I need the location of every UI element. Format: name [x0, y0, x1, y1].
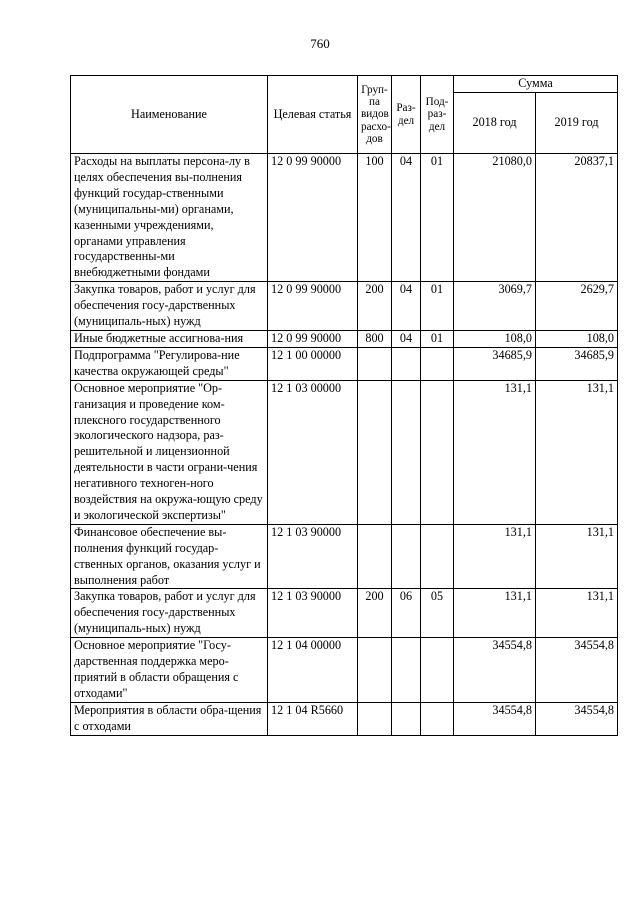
cell-name: Основное мероприятие "Ор-ганизация и проведение ком-плексного государственного экологического надзора, раз-решительной и лицензионной деятельности в части ограни-чения негативного техноген-ного воздействия на окружа-ющую среду и экологической экспертизы"	[71, 380, 268, 524]
cell-target: 12 1 03 00000	[268, 380, 358, 524]
page-number: 760	[310, 36, 330, 51]
cell-section: 06	[392, 589, 421, 638]
cell-section	[392, 638, 421, 703]
cell-name: Расходы на выплаты персона-лу в целях обеспечения вы-полнения функций государ-ственными (муниципальны-ми) органами, казенными учреждениями, органами управления государственны-ми внебюджетными фондами	[71, 154, 268, 282]
cell-group: 200	[358, 282, 392, 331]
cell-2019: 34554,8	[536, 638, 618, 703]
cell-subsection	[421, 347, 454, 380]
cell-name: Финансовое обеспечение вы-полнения функций государ-ственных органов, оказания услуг и выполнения работ	[71, 524, 268, 589]
header-name: Наименование	[71, 76, 268, 154]
cell-section	[392, 524, 421, 589]
cell-2019: 131,1	[536, 380, 618, 524]
cell-section: 04	[392, 282, 421, 331]
cell-name: Закупка товаров, работ и услуг для обеспечения госу-дарственных (муниципаль-ных) нужд	[71, 282, 268, 331]
header-target: Целевая статья	[268, 76, 358, 154]
cell-subsection	[421, 380, 454, 524]
cell-group: 200	[358, 589, 392, 638]
table-row	[71, 154, 618, 282]
cell-subsection: 01	[421, 330, 454, 347]
cell-target: 12 1 00 00000	[268, 347, 358, 380]
cell-target: 12 0 99 90000	[268, 330, 358, 347]
cell-section	[392, 702, 421, 735]
cell-group	[358, 702, 392, 735]
cell-2019: 131,1	[536, 524, 618, 589]
cell-group: 100	[358, 154, 392, 282]
table-row	[71, 638, 618, 703]
cell-target: 12 1 04 00000	[268, 638, 358, 703]
cell-subsection	[421, 524, 454, 589]
cell-2018: 131,1	[454, 380, 536, 524]
cell-group	[358, 347, 392, 380]
cell-name: Мероприятия в области обра-щения с отходами	[71, 702, 268, 735]
table-body	[71, 154, 618, 736]
cell-2019: 131,1	[536, 589, 618, 638]
cell-name: Основное мероприятие "Госу-дарственная поддержка меро-приятий в области обращения с отходами"	[71, 638, 268, 703]
cell-2018: 3069,7	[454, 282, 536, 331]
cell-2018: 21080,0	[454, 154, 536, 282]
cell-target: 12 1 04 R5660	[268, 702, 358, 735]
cell-2019: 20837,1	[536, 154, 618, 282]
cell-target: 12 0 99 90000	[268, 154, 358, 282]
cell-group	[358, 638, 392, 703]
cell-section: 04	[392, 330, 421, 347]
table-row	[71, 380, 618, 524]
cell-2019: 108,0	[536, 330, 618, 347]
cell-2018: 34554,8	[454, 702, 536, 735]
cell-subsection	[421, 638, 454, 703]
cell-name: Закупка товаров, работ и услуг для обеспечения госу-дарственных (муниципаль-ных) нужд	[71, 589, 268, 638]
cell-2019: 2629,7	[536, 282, 618, 331]
cell-section: 04	[392, 154, 421, 282]
header-subsection: Под-раз-дел	[421, 76, 454, 154]
cell-group: 800	[358, 330, 392, 347]
cell-target: 12 1 03 90000	[268, 524, 358, 589]
cell-target: 12 0 99 90000	[268, 282, 358, 331]
cell-2019: 34685,9	[536, 347, 618, 380]
table-row	[71, 347, 618, 380]
cell-group	[358, 380, 392, 524]
cell-section	[392, 380, 421, 524]
cell-subsection: 05	[421, 589, 454, 638]
cell-2018: 131,1	[454, 589, 536, 638]
cell-2018: 34685,9	[454, 347, 536, 380]
table-row	[71, 589, 618, 638]
cell-name: Иные бюджетные ассигнова-ния	[71, 330, 268, 347]
header-year-2019: 2019 год	[536, 93, 618, 154]
cell-group	[358, 524, 392, 589]
header-row-top	[71, 76, 618, 93]
cell-2018: 131,1	[454, 524, 536, 589]
table-row	[71, 524, 618, 589]
cell-subsection: 01	[421, 282, 454, 331]
cell-subsection	[421, 702, 454, 735]
cell-2019: 34554,8	[536, 702, 618, 735]
table-row	[71, 702, 618, 735]
cell-name: Подпрограмма "Регулирова-ние качества окружающей среды"	[71, 347, 268, 380]
cell-subsection: 01	[421, 154, 454, 282]
table-row	[71, 330, 618, 347]
header-year-2018: 2018 год	[454, 93, 536, 154]
cell-target: 12 1 03 90000	[268, 589, 358, 638]
cell-section	[392, 347, 421, 380]
budget-table	[70, 75, 618, 736]
cell-2018: 34554,8	[454, 638, 536, 703]
table-row	[71, 282, 618, 331]
header-sum: Сумма	[454, 76, 618, 93]
cell-2018: 108,0	[454, 330, 536, 347]
header-section: Раз-дел	[392, 76, 421, 154]
header-group: Груп-па видов расхо-дов	[358, 76, 392, 154]
